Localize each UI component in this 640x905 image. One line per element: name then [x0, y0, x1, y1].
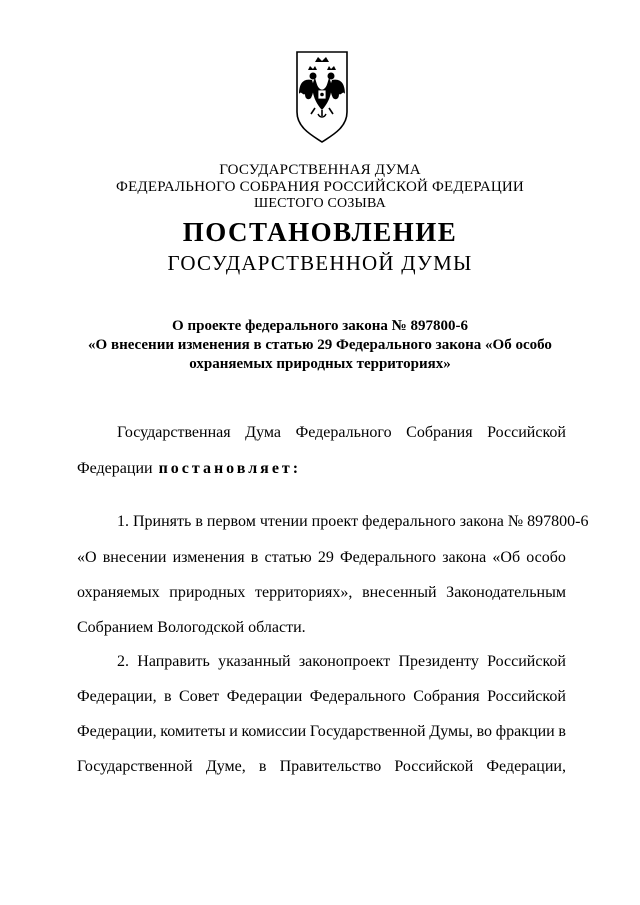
paragraph-1-line-4: [77, 619, 566, 637]
word: Государственной: [77, 758, 193, 775]
header-duma: ГОСУДАРСТВЕННАЯ ДУМА: [219, 162, 421, 178]
paragraph-2-line-3: [77, 723, 566, 741]
word: Федерации,: [77, 723, 157, 740]
intro-line-2: [77, 460, 566, 478]
word: закона: [442, 549, 487, 566]
bill-heading-line-1: О проекте федерального закона № 897800-6: [172, 318, 468, 334]
word: Федерального: [309, 688, 406, 705]
word: Федерального: [340, 549, 437, 566]
paragraph-2-line-1: [117, 653, 566, 671]
word: законопроект: [298, 653, 391, 670]
word: Правительство: [279, 758, 382, 775]
word: 2.: [117, 653, 129, 670]
paragraph-2-line-4: [77, 758, 566, 776]
word: Федерации,: [486, 758, 566, 775]
word: указанный: [218, 653, 291, 670]
header-convocation: ШЕСТОГО СОЗЫВА: [254, 196, 386, 211]
word: Федерации,: [77, 688, 157, 705]
paragraph-2-line-2: [77, 688, 566, 706]
bill-heading-line-2: «О внесении изменения в статью 29 Федерального закона «Об особо: [88, 337, 552, 353]
word: охраняемых: [77, 584, 160, 601]
paragraph-1-line-2: [77, 549, 566, 567]
word: в: [250, 549, 259, 566]
word: Думе,: [205, 758, 246, 775]
word: «О: [77, 549, 97, 566]
word: Федерального: [295, 424, 392, 441]
word: Совет: [179, 688, 220, 705]
word: особо: [526, 549, 566, 566]
intro-decrees: постановляет:: [158, 460, 302, 477]
bill-heading-line-3: охраняемых природных территориях»: [189, 356, 451, 372]
word: Законодательным: [446, 584, 566, 601]
word: внесении: [102, 549, 167, 566]
word: фракции: [495, 723, 555, 740]
word: Российской: [487, 424, 566, 441]
document-subtitle: ГОСУДАРСТВЕННОЙ ДУМЫ: [167, 251, 473, 275]
word: комиссии: [241, 723, 307, 740]
word: территориях»,: [255, 584, 353, 601]
word: Российской: [487, 688, 566, 705]
word: Федерации: [226, 688, 303, 705]
russian-coat-of-arms-icon: [293, 50, 351, 144]
word: Дума: [245, 424, 281, 441]
paragraph-1-line-1: [117, 513, 589, 531]
word: «Об: [492, 549, 521, 566]
word: Российской: [487, 653, 566, 670]
word: Собрания: [406, 424, 473, 441]
paragraph-1-line-3: [77, 584, 566, 602]
word: Собрания: [413, 688, 480, 705]
intro-line-1: [117, 424, 566, 442]
word: в: [164, 688, 172, 705]
paragraph-1-text-4: Собранием Вологодской области.: [77, 619, 306, 636]
word: комитеты: [160, 723, 226, 740]
word: Думы,: [429, 723, 473, 740]
word: Президенту: [398, 653, 479, 670]
word: внесенный: [362, 584, 437, 601]
paragraph-1-text-1: 1. Принять в первом чтении проект федерального закона № 897800-6: [117, 513, 589, 530]
intro-federation: Федерации: [77, 460, 153, 477]
document-title: ПОСТАНОВЛЕНИЕ: [182, 217, 458, 247]
word: и: [229, 723, 238, 740]
word: 29: [317, 549, 334, 566]
word: Государственной: [309, 723, 426, 740]
word: в: [558, 723, 566, 740]
word: природных: [169, 584, 246, 601]
word: статью: [264, 549, 312, 566]
word: Направить: [137, 653, 210, 670]
word: Государственная: [117, 424, 231, 441]
word: изменения: [172, 549, 245, 566]
header-federal-assembly: ФЕДЕРАЛЬНОГО СОБРАНИЯ РОССИЙСКОЙ ФЕДЕРАЦИИ: [116, 179, 524, 195]
word: в: [258, 758, 267, 775]
word: во: [476, 723, 493, 740]
word: Российской: [394, 758, 474, 775]
